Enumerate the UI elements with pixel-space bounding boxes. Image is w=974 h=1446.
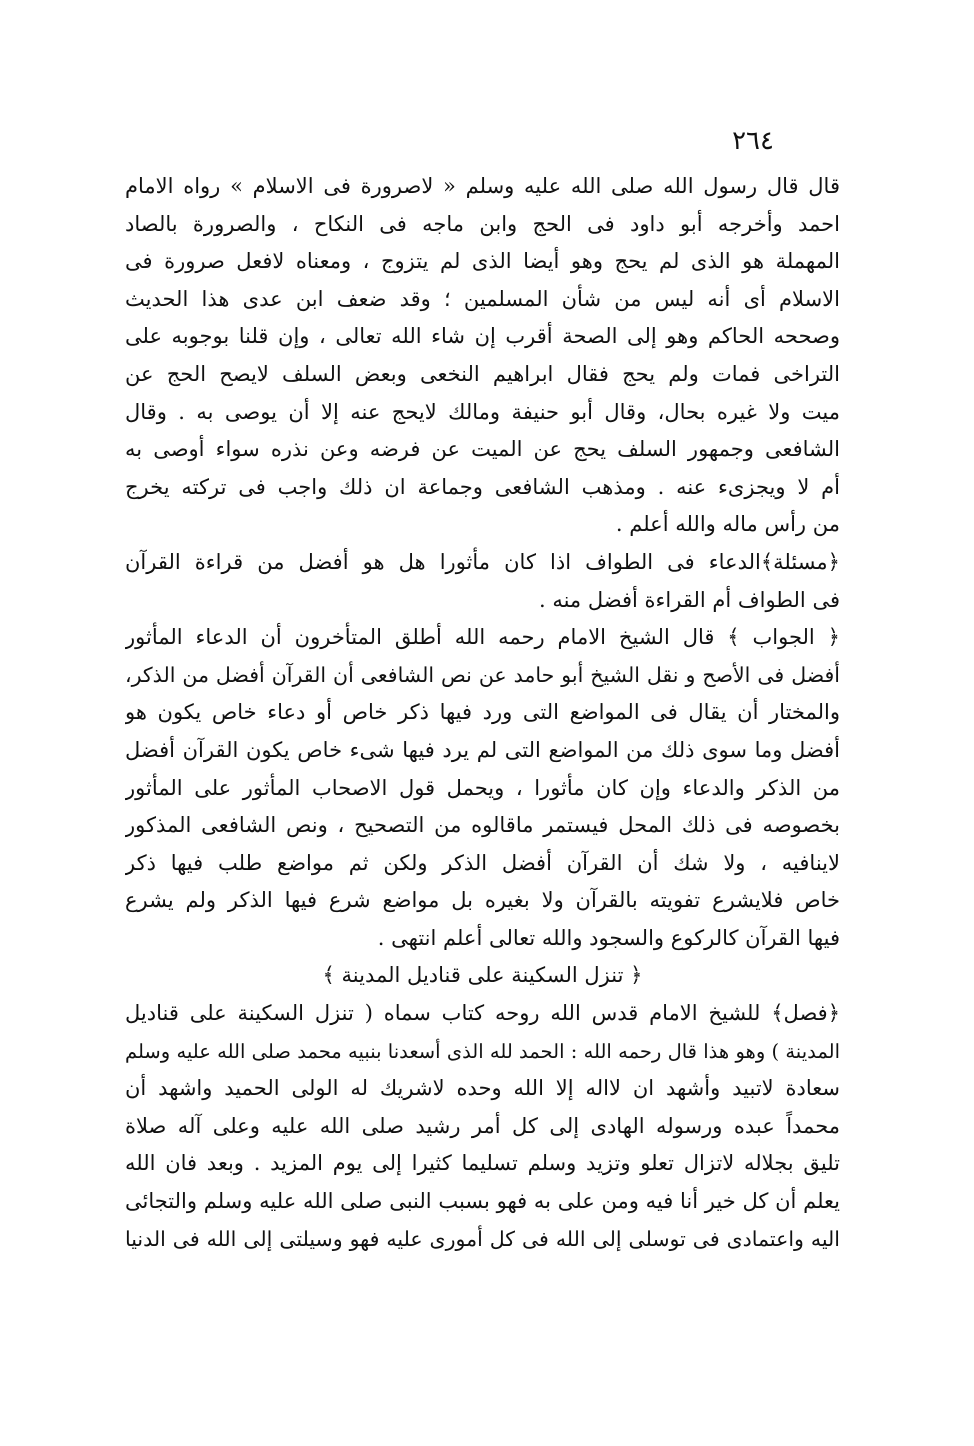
text-line: سعادة لاتبيد وأشهد ان لااله إلا الله وحده لاشريك له الولى الحميد واشهد أن	[125, 1076, 840, 1101]
section-heading-line: ﴿فصل﴾ للشيخ الامام قدس الله روحه كتاب سماه ( تنزل السكينة على قناديل	[125, 1001, 840, 1026]
text-line: من رأس ماله والله أعلم .	[615, 512, 840, 537]
text-line: أفضل وما سوى ذلك من المواضع التى لم يرد فيها شىء خاص يكون القرآن أفضل	[125, 737, 840, 762]
text-line: خاص فلايشرع تفويته بالقرآن ولا بغيره بل مواضع شرع فيها الذكر ولم يشرع	[125, 888, 840, 913]
text-line: أفضل فى الأصح و نقل الشيخ أبو حامد عن نص الشافعى أن القرآن أفضل من الذكر،	[125, 662, 840, 687]
page-number: ٢٦٤	[732, 126, 774, 156]
text-line: والمختار أن يقال فى المواضع التى ورد فيها ذكر خاص أو دعاء خاص يكون هو	[125, 700, 840, 725]
text-line: المدينة ) وهو هذا قال رحمه الله : الحمد لله الذى أسعدنا بنبيه محمد صلى الله عليه وسلم	[125, 1039, 840, 1063]
section-title: ﴿ تنزل السكينة على قناديل المدينة ﴾	[322, 963, 643, 988]
text-line: التراخى فمات ولم يحج فقال ابراهيم النخعى وبعض السلف لايصح الحج عن	[125, 361, 840, 386]
text-line: المهملة هو الذى لم يحج وهو أيضا الذى لم يتزوج ، ومعناه لافعل صرورة فى	[125, 249, 840, 274]
text-line: ميت ولا غيره بحال، وقال أبو حنيفة ومالك لايحج عنه إلا أن يوصى به . وقال	[125, 399, 840, 424]
text-line: يعلم أن كل خير أنا فيه ومن على به فهو بسبب النبى صلى الله عليه وسلم والتجائى	[125, 1189, 840, 1214]
text-line: اليه واعتمادى فى توسلى إلى الله فى كل أمورى عليه فهو وسيلتى إلى الله فى الدنيا	[125, 1226, 840, 1251]
answer-heading-line: ﴿ الجواب ﴾ قال الشيخ الامام رحمه الله أطلق المتأخرون أن الدعاء المأثور	[125, 625, 840, 650]
text-line: من الذكر والدعاء وإن كان مأثورا ، ويحمل قول الاصحاب المأثور على المأثور	[125, 775, 840, 800]
text-line: تليق بجلاله لاتزال تعلو وتزيد وسلم تسليما كثيرا إلى يوم المزيد . وبعد فان الله	[125, 1151, 840, 1176]
text-line: محمداً عبده ورسوله الهادى إلى كل أمر رشيد صلى الله عليه وعلى آله صلاة	[125, 1113, 840, 1138]
text-line: وصححه الحاكم وهو إلى الصحة أقرب إن شاء الله تعالى ، وإن قلنا بوجوبه على	[125, 324, 840, 349]
text-line: لاينافيه ، ولا شك أن القرآن أفضل الذكر ولكن ثم مواضع طلب فيها ذكر	[125, 850, 840, 875]
text-line: احمد وأخرجه أبو داود فى الحج وابن ماجه فى النكاح ، والصرورة بالصاد	[125, 211, 840, 236]
body-text	[125, 168, 840, 1258]
text-line: بخصوصه فى ذلك المحل فيستمر ماقالوه من التصحيح ، ونص الشافعى المذكور	[125, 813, 840, 838]
text-line: الاسلام أى أنه ليس من شأن المسلمين ؛ وقد ضعف ابن عدى هذا الحديث	[125, 286, 840, 311]
text-line: الشافعى وجمهور السلف يحج عن الميت عن فرضه وعن نذره سواء أوصى به	[125, 437, 840, 462]
text-line: فيها القرآن كالركوع والسجود والله تعالى أعلم انتهى .	[377, 925, 840, 950]
text-line: فى الطواف أم القراءة أفضل منه .	[538, 587, 840, 612]
text-line: أم لا ويجزىء عنه . ومذهب الشافعى وجماعة ان ذلك واجب فى تركته يخرج	[125, 474, 840, 499]
question-heading-line: ﴿مسئلة﴾الدعاء فى الطواف اذا كان مأثورا هل هو أفضل من قراءة القرآن	[125, 549, 840, 574]
text-line: قال قال رسول الله صلى الله عليه وسلم « لاصرورة فى الاسلام » رواه الامام	[125, 174, 840, 198]
